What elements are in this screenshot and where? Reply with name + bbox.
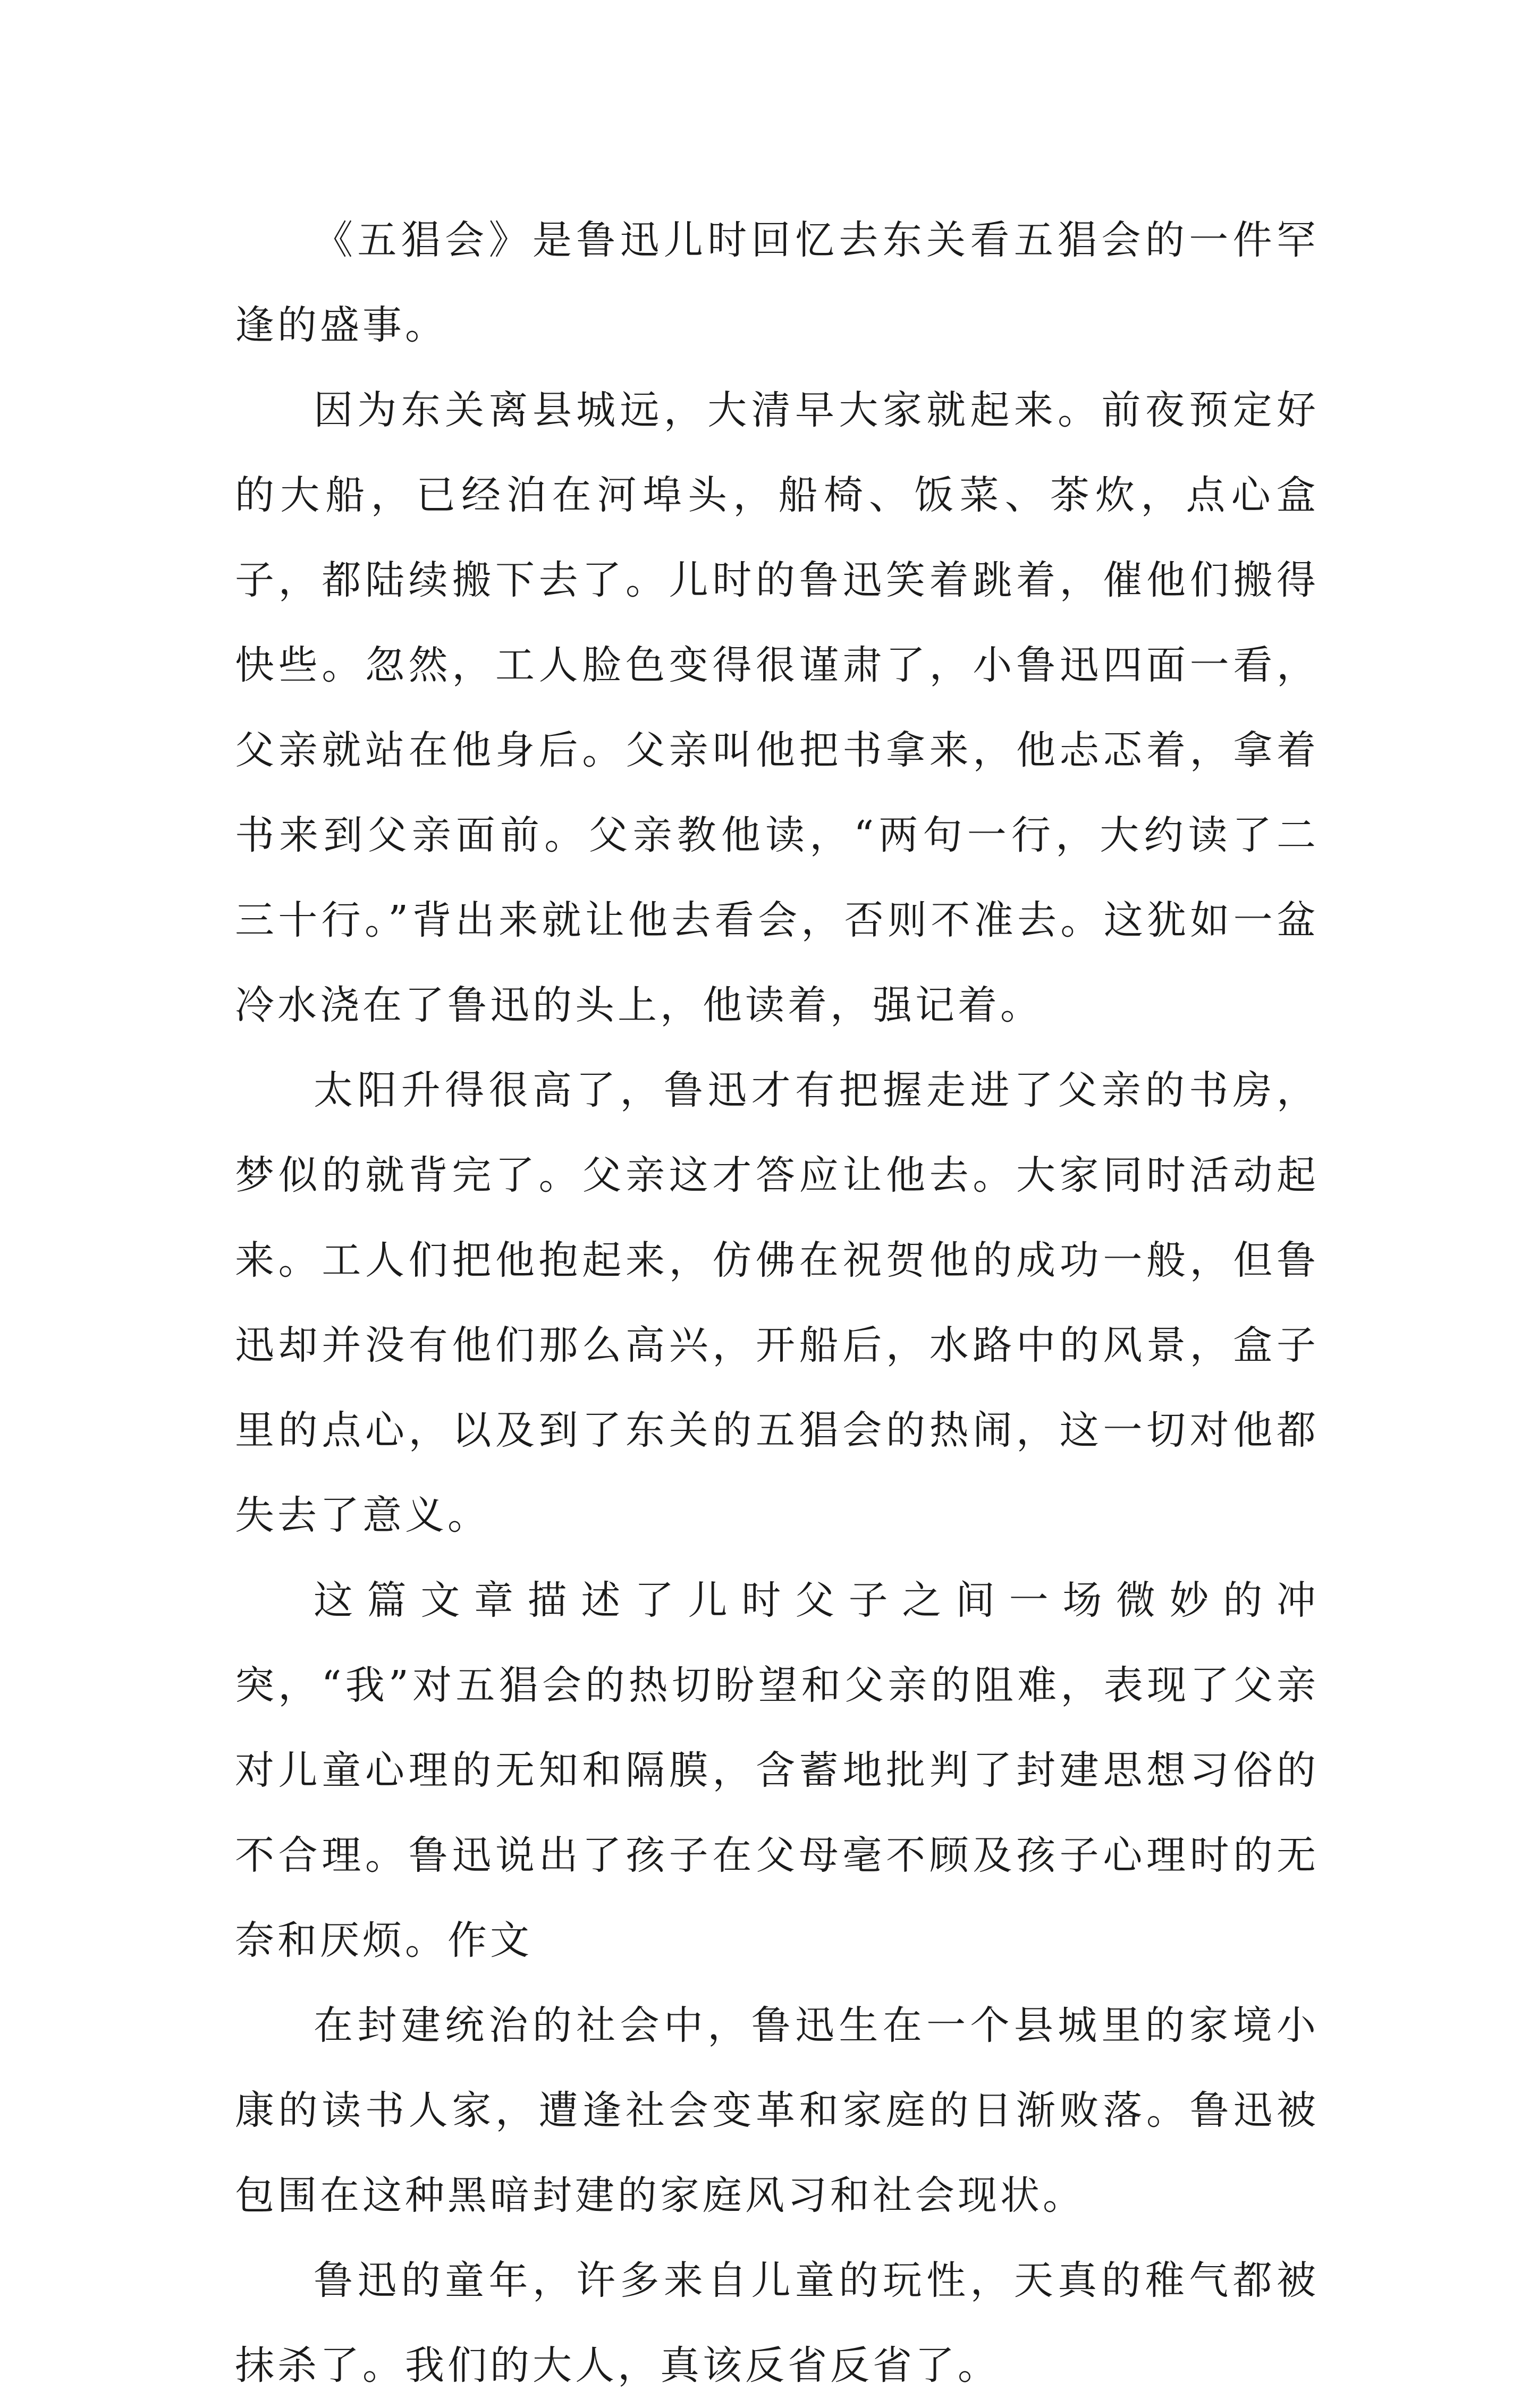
- paragraph-intro: 《五猖会》是鲁迅儿时回忆去东关看五猖会的一件罕逢的盛事。: [235, 217, 1319, 348]
- essay-body: [235, 198, 1319, 2408]
- paragraph-feudal-society: 在封建统治的社会中，鲁迅生在一个县城里的家境小康的读书人家，遭逢社会变革和家庭的日渐败落。鲁迅被包围在这种黑暗封建的家庭风习和社会现状。: [235, 2003, 1319, 2218]
- paragraph-morning-departure: 因为东关离县城远，大清早大家就起来。前夜预定好的大船，已经泊在河埠头，船椅、饭菜、茶炊，点心盒子，都陆续搬下去了。儿时的鲁迅笑着跳着，催他们搬得快些。忽然，工人脸色变得很谨肃了，小鲁迅四面一看，父亲就站在他身后。父亲叫他把书拿来，他忐忑着，拿着书来到父亲面前。父亲教他读，“两句一行，大约读了二三十行。”背出来就让他去看会，否则不准去。这犹如一盆冷水浇在了鲁迅的头上，他读着，强记着。: [235, 387, 1319, 1028]
- paragraph-recitation-done: 太阳升得很高了，鲁迅才有把握走进了父亲的书房，梦似的就背完了。父亲这才答应让他去。大家同时活动起来。工人们把他抱起来，仿佛在祝贺他的成功一般，但鲁迅却并没有他们那么高兴，开船后，水路中的风景，盒子里的点心，以及到了东关的五猖会的热闹，这一切对他都失去了意义。: [235, 1067, 1319, 1538]
- paragraph-conclusion: 鲁迅的童年，许多来自儿童的玩性，天真的稚气都被抹杀了。我们的大人，真该反省反省了。: [235, 2258, 1319, 2388]
- paragraph-analysis: 这篇文章描述了儿时父子之间一场微妙的冲突，“我”对五猖会的热切盼望和父亲的阻难，表现了父亲对儿童心理的无知和隔膜，含蓄地批判了封建思想习俗的不合理。鲁迅说出了孩子在父母毫不顾及孩子心理时的无奈和厌烦。作文: [235, 1578, 1319, 1963]
